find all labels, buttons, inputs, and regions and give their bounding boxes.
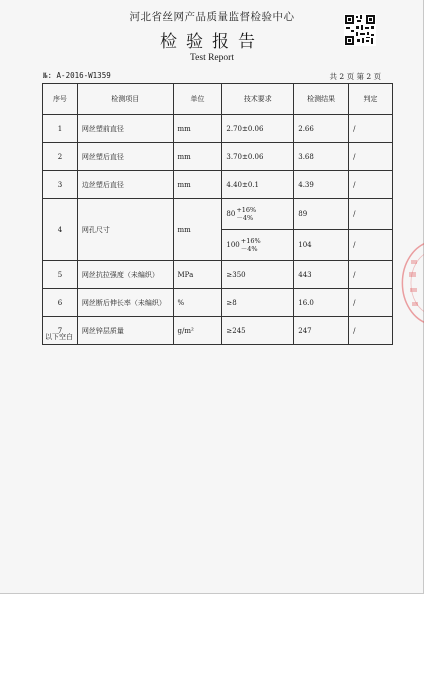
table-row bbox=[43, 115, 393, 143]
qr-code-icon bbox=[344, 14, 376, 46]
organization-name: 河北省丝网产品质量监督检验中心 bbox=[129, 11, 295, 23]
row-no: 1 bbox=[43, 115, 78, 143]
tolerance-minus: －4% bbox=[240, 245, 258, 253]
row-judgement: / bbox=[349, 143, 393, 171]
row-unit: mm bbox=[173, 143, 222, 171]
table-row bbox=[43, 199, 393, 230]
document-number: №: A-2016-W1359 bbox=[43, 71, 111, 80]
row-requirement bbox=[222, 230, 294, 261]
row-result: 4.39 bbox=[294, 171, 349, 199]
row-requirement: ≥8 bbox=[222, 289, 294, 317]
row-result: 104 bbox=[294, 230, 349, 261]
row-result: 2.66 bbox=[294, 115, 349, 143]
row-item: 网丝塑前直径 bbox=[77, 115, 173, 143]
header-requirement: 技术要求 bbox=[222, 84, 294, 115]
row-judgement: / bbox=[349, 289, 393, 317]
row-judgement: / bbox=[349, 171, 393, 199]
official-seal-stamp bbox=[399, 238, 424, 328]
row-judgement: / bbox=[349, 115, 393, 143]
row-result: 3.68 bbox=[294, 143, 349, 171]
row-unit: % bbox=[173, 289, 222, 317]
row-unit: MPa bbox=[173, 261, 222, 289]
tolerance bbox=[241, 237, 261, 253]
table-header-row bbox=[43, 84, 393, 115]
row-unit: g/m² bbox=[173, 317, 222, 345]
test-results-table bbox=[42, 83, 393, 345]
row-result: 247 bbox=[294, 317, 349, 345]
blank-below-note: 以下空白 bbox=[45, 333, 73, 341]
tolerance-plus: +16% bbox=[240, 237, 261, 245]
header-result: 检测结果 bbox=[294, 84, 349, 115]
table-row bbox=[43, 143, 393, 171]
row-unit: mm bbox=[173, 171, 222, 199]
row-item: 边丝塑后直径 bbox=[77, 171, 173, 199]
row-requirement bbox=[222, 199, 294, 230]
row-result: 16.0 bbox=[294, 289, 349, 317]
row-no: 4 bbox=[43, 199, 78, 261]
header-unit: 单位 bbox=[173, 84, 222, 115]
header-no: 序号 bbox=[43, 84, 78, 115]
report-title: 检验报告 bbox=[160, 32, 264, 52]
row-unit: mm bbox=[173, 115, 222, 143]
table-row bbox=[43, 317, 393, 345]
row-unit: mm bbox=[173, 199, 222, 261]
row-no: 3 bbox=[43, 171, 78, 199]
row-requirement: 4.40±0.1 bbox=[222, 171, 294, 199]
row-requirement: ≥245 bbox=[222, 317, 294, 345]
row-item: 网丝锌层质量 bbox=[77, 317, 173, 345]
row-judgement: / bbox=[349, 261, 393, 289]
page-indicator: 共 2 页 第 2 页 bbox=[329, 72, 381, 81]
row-item: 网丝塑后直径 bbox=[77, 143, 173, 171]
header-judgement: 判定 bbox=[349, 84, 393, 115]
tolerance bbox=[236, 206, 256, 222]
table-row bbox=[43, 261, 393, 289]
row-judgement: / bbox=[349, 230, 393, 261]
row-requirement: ≥350 bbox=[222, 261, 294, 289]
req-base: 80 bbox=[226, 210, 236, 218]
row-no: 7 bbox=[43, 317, 78, 345]
row-requirement: 3.70±0.06 bbox=[222, 143, 294, 171]
table-row bbox=[43, 171, 393, 199]
row-item: 网丝断后伸长率（未编织） bbox=[77, 289, 173, 317]
row-no: 2 bbox=[43, 143, 78, 171]
row-judgement: / bbox=[349, 317, 393, 345]
tolerance-minus: －4% bbox=[236, 214, 254, 222]
report-subtitle: Test Report bbox=[190, 53, 234, 63]
row-result: 89 bbox=[294, 199, 349, 230]
row-result: 443 bbox=[294, 261, 349, 289]
row-no: 6 bbox=[43, 289, 78, 317]
table-row bbox=[43, 289, 393, 317]
tolerance-plus: +16% bbox=[236, 206, 257, 214]
row-judgement: / bbox=[349, 199, 393, 230]
row-item: 网丝抗拉强度（未编织） bbox=[77, 261, 173, 289]
header-item: 检测项目 bbox=[77, 84, 173, 115]
row-item: 网孔尺寸 bbox=[77, 199, 173, 261]
req-base: 100 bbox=[226, 241, 240, 249]
row-requirement: 2.70±0.06 bbox=[222, 115, 294, 143]
row-no: 5 bbox=[43, 261, 78, 289]
